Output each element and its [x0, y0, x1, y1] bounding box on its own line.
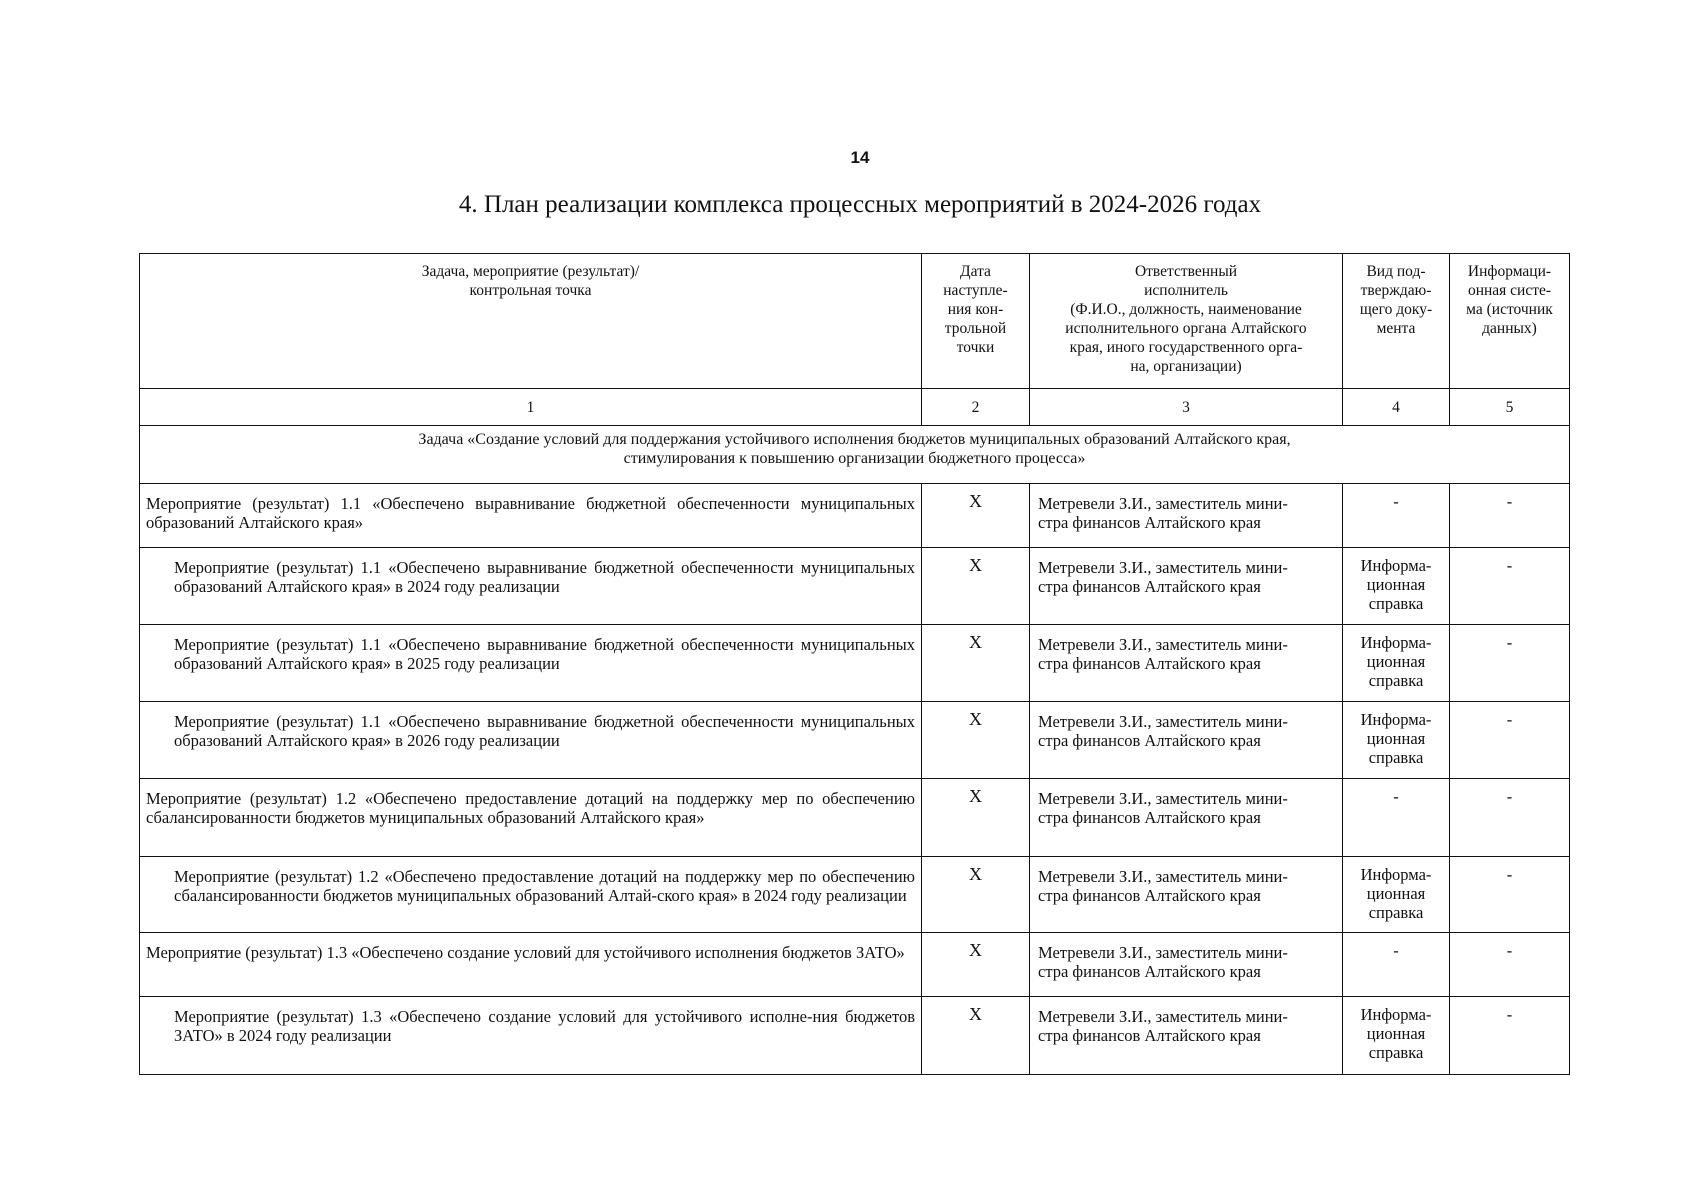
header-cell-document: Вид под- тверждаю- щего доку- мента: [1343, 254, 1450, 389]
date-cell: X: [922, 779, 1030, 857]
system-cell: -: [1450, 779, 1570, 857]
event-cell: Мероприятие (результат) 1.1 «Обеспечено выравнивание бюджетной обеспеченности муниципальных образований Алтайского края» в 2025 году реализации: [140, 625, 922, 702]
task-row: [140, 426, 1570, 484]
table-row: [140, 548, 1570, 625]
date-cell: X: [922, 933, 1030, 997]
date-cell: X: [922, 625, 1030, 702]
system-cell: -: [1450, 484, 1570, 548]
column-number-row: [140, 389, 1570, 426]
table-row: [140, 484, 1570, 548]
responsible-cell: Метревели З.И., заместитель мини- стра финансов Алтайского края: [1030, 997, 1343, 1075]
column-number: 4: [1343, 389, 1450, 426]
system-cell: -: [1450, 933, 1570, 997]
table-row: [140, 857, 1570, 933]
event-cell: Мероприятие (результат) 1.2 «Обеспечено предоставление дотаций на поддержку мер по обеспечению сбалансированности бюджетов муниципальных образований Алтай-ского края» в 2024 году реализации: [140, 857, 922, 933]
header-cell-system: Информаци- онная систе- ма (источник данных): [1450, 254, 1570, 389]
table-row: [140, 779, 1570, 857]
table-row: [140, 997, 1570, 1075]
system-cell: -: [1450, 997, 1570, 1075]
date-cell: X: [922, 484, 1030, 548]
responsible-cell: Метревели З.И., заместитель мини- стра финансов Алтайского края: [1030, 484, 1343, 548]
date-cell: X: [922, 857, 1030, 933]
column-number: 5: [1450, 389, 1570, 426]
header-cell-date: Дата наступле- ния кон- трольной точки: [922, 254, 1030, 389]
task-cell: Задача «Создание условий для поддержания устойчивого исполнения бюджетов муниципальных образований Алтайского края, стимулирования к повышению организации бюджетного процесса»: [140, 426, 1570, 484]
event-cell: Мероприятие (результат) 1.1 «Обеспечено выравнивание бюджетной обеспеченности муниципальных образований Алтайского края» в 2024 году реализации: [140, 548, 922, 625]
plan-table: [139, 253, 1570, 1075]
event-cell: Мероприятие (результат) 1.2 «Обеспечено предоставление дотаций на поддержку мер по обеспечению сбалансированности бюджетов муниципальных образований Алтайского края»: [140, 779, 922, 857]
system-cell: -: [1450, 857, 1570, 933]
page-number: 14: [850, 148, 870, 167]
page-title: 4. План реализации комплекса процессных мероприятий в 2024-2026 годах: [458, 191, 1262, 218]
responsible-cell: Метревели З.И., заместитель мини- стра финансов Алтайского края: [1030, 779, 1343, 857]
column-number: 1: [140, 389, 922, 426]
document-cell: -: [1343, 779, 1450, 857]
date-cell: X: [922, 548, 1030, 625]
table-row: [140, 933, 1570, 997]
column-number: 2: [922, 389, 1030, 426]
column-number: 3: [1030, 389, 1343, 426]
date-cell: X: [922, 997, 1030, 1075]
event-cell: Мероприятие (результат) 1.3 «Обеспечено создание условий для устойчивого исполне-ния бюджетов ЗАТО» в 2024 году реализации: [140, 997, 922, 1075]
document-cell: -: [1343, 484, 1450, 548]
document-cell: Информа- ционная справка: [1343, 625, 1450, 702]
responsible-cell: Метревели З.И., заместитель мини- стра финансов Алтайского края: [1030, 548, 1343, 625]
system-cell: -: [1450, 625, 1570, 702]
table-row: [140, 625, 1570, 702]
event-cell: Мероприятие (результат) 1.1 «Обеспечено выравнивание бюджетной обеспеченности муниципальных образований Алтайского края» в 2026 году реализации: [140, 702, 922, 779]
header-cell-task: Задача, мероприятие (результат)/ контрольная точка: [140, 254, 922, 389]
event-cell: Мероприятие (результат) 1.3 «Обеспечено создание условий для устойчивого исполнения бюджетов ЗАТО»: [140, 933, 922, 997]
event-cell: Мероприятие (результат) 1.1 «Обеспечено выравнивание бюджетной обеспеченности муниципальных образований Алтайского края»: [140, 484, 922, 548]
document-cell: Информа- ционная справка: [1343, 997, 1450, 1075]
responsible-cell: Метревели З.И., заместитель мини- стра финансов Алтайского края: [1030, 702, 1343, 779]
system-cell: -: [1450, 702, 1570, 779]
document-cell: Информа- ционная справка: [1343, 857, 1450, 933]
responsible-cell: Метревели З.И., заместитель мини- стра финансов Алтайского края: [1030, 857, 1343, 933]
header-row: [140, 254, 1570, 389]
responsible-cell: Метревели З.И., заместитель мини- стра финансов Алтайского края: [1030, 933, 1343, 997]
system-cell: -: [1450, 548, 1570, 625]
date-cell: X: [922, 702, 1030, 779]
document-cell: Информа- ционная справка: [1343, 548, 1450, 625]
header-cell-responsible: Ответственный исполнитель (Ф.И.О., должность, наименование исполнительного органа Алтайского края, иного государственного орга- на, организации): [1030, 254, 1343, 389]
document-cell: Информа- ционная справка: [1343, 702, 1450, 779]
responsible-cell: Метревели З.И., заместитель мини- стра финансов Алтайского края: [1030, 625, 1343, 702]
table-row: [140, 702, 1570, 779]
document-cell: -: [1343, 933, 1450, 997]
